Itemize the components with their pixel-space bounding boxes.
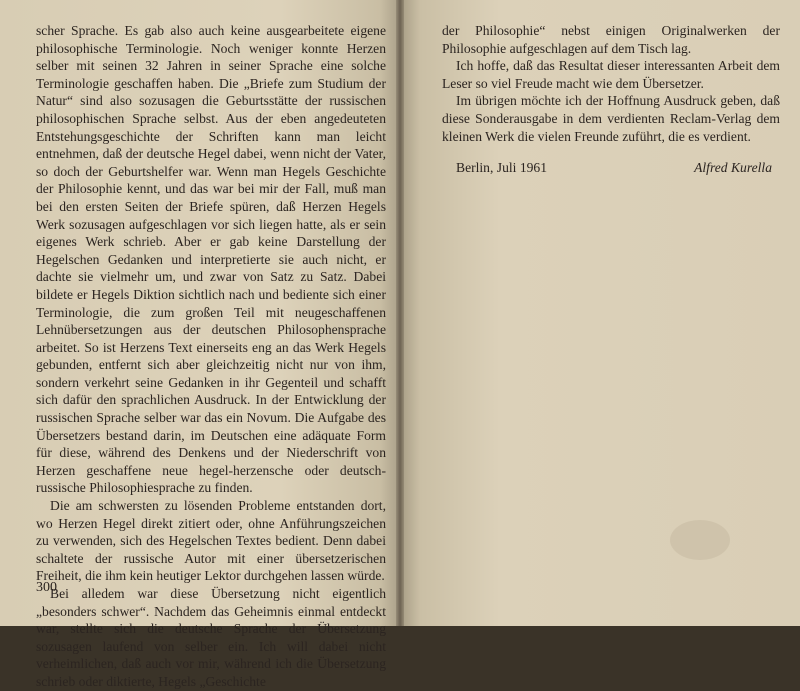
paragraph: Bei alledem war diese Übersetzung nicht eigentlich „besonders schwer“. Nachdem das Geheimnis einmal entdeckt war, stellte sich die deutsche Sprache der Übersetzung sozusagen laufend von selber ein. Ich will dabei nicht verheimlichen, daß auch vor mir, während ich die Übersetzung schrieb oder diktierte, Hegels „Geschichte (36, 586, 386, 689)
paragraph: Im übrigen möchte ich der Hoffnung Ausdruck geben, daß diese Sonderausgabe in dem verdienten Reclam-Verlag dem kleinen Werk die vielen Freunde zuführt, die es verdient. (442, 93, 780, 144)
paragraph: der Philosophie“ nebst einigen Originalwerken der Philosophie aufgeschlagen auf dem Tisch lag. (442, 23, 780, 56)
paragraph: scher Sprache. Es gab also auch keine ausgearbeitete eigene philosophische Terminologie. Noch weniger konnte Herzen selber mit seinen 32 Jahren in seiner Sprache eine solche Terminologie geschaffen haben. Die „Briefe zum Studium der Natur“ sind also sozusagen die Geburtsstätte der russischen philosophischen Sprache selbst. Aus der eben angedeuteten Entstehungsgeschichte der Schriften kann man leicht entnehmen, daß der deutsche Hegel dabei, wenn nicht der Vater, so doch der Geburtshelfer war. Wenn man Hegels Geschichte der Philosophie kennt, und das war bei mir der Fall, muß man bei den ersten Seiten der Briefe spüren, daß Herzen Hegels Werk sozusagen aufgeschlagen vor sich liegen hatte, als er sein eigenes Werk schrieb. Aber er gab keine Darstellung der Hegelschen Gedanken und interpretierte sie auch nicht, er dachte sie vielmehr um, und zwar von Satz zu Satz. Dabei bildete er Hegels Diktion sichtlich nach und bediente sich einer Terminologie, die zum großen Teil mit neugeschaffenen Lehnübersetzungen aus der deutschen Philosophensprache arbeitet. So ist Herzens Text einerseits eng an das Werk Hegels gebunden, entfernt sich aber gleichzeitig nicht nur von ihm, sondern verkehrt seine Gedanken in ihr Gegenteil und schafft sich dafür den sprachlichen Ausdruck. In der Entwicklung der russischen Sprache selber war das ein Novum. Die Aufgabe des Übersetzers bestand darin, im Deutschen eine adäquate Form für diese, während des Denkens und der Niederschrift von Herzen geschaffene neue hegel-herzensche oder deutsch-russische Philosophiesprache zu finden. (36, 23, 386, 496)
left-page-text (36, 22, 386, 691)
paper-stain (670, 520, 730, 560)
paragraph: Die am schwersten zu lösenden Probleme entstanden dort, wo Herzen Hegel direkt zitiert oder, ohne Anführungszeichen zu verwenden, sich des Hegelschen Textes bedient. Denn dabei schaltete der russische Autor mit einer übersetzerischen Freiheit, die ihm kein heutiger Lektor durchgehen lassen würde. (36, 498, 386, 584)
right-page (400, 0, 800, 626)
page-number: 300 (36, 580, 57, 595)
author-signature: Alfred Kurella (694, 160, 772, 176)
place-date: Berlin, Juli 1961 (456, 160, 548, 176)
right-page-text (442, 22, 780, 145)
left-page (0, 0, 400, 689)
book-gutter (396, 0, 404, 626)
paragraph: Ich hoffe, daß das Resultat dieser interessanten Arbeit dem Leser so viel Freude macht wie dem Übersetzer. (442, 58, 780, 91)
signature-block (442, 159, 780, 177)
